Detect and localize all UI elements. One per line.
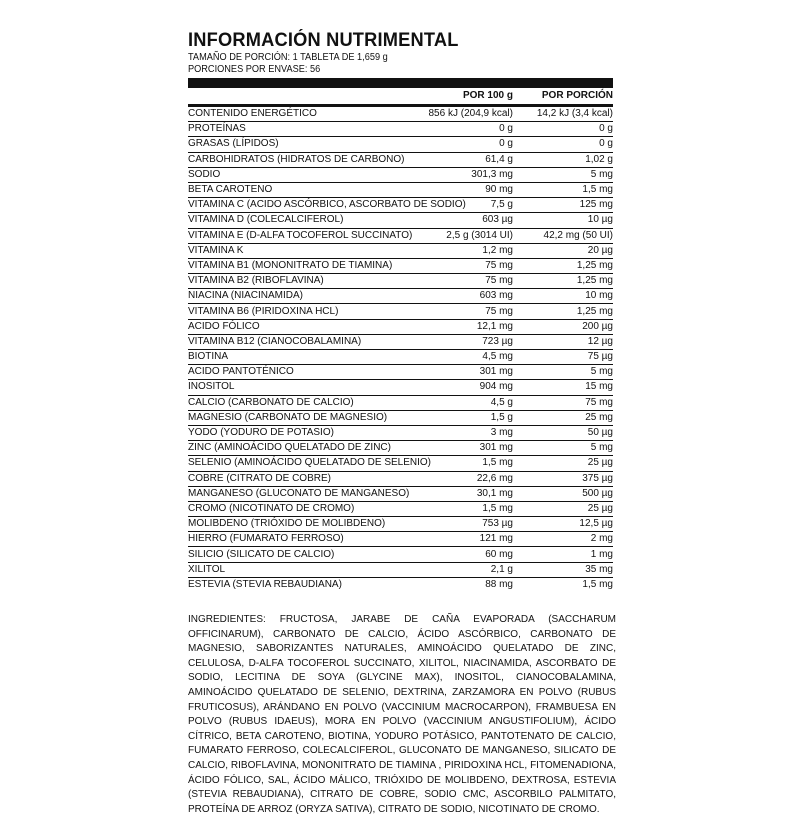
nutrient-per-serving: 10 mg (513, 289, 613, 304)
nutrient-name: VITAMINA B2 (RIBOFLAVINA) (188, 274, 409, 289)
ingredients-paragraph: INGREDIENTES: FRUCTOSA, JARABE DE CAÑA EVAPORADA (SACCHARUM OFFICINARUM), CARBONATO DE CALCIO, ÁCIDO ASCÓRBICO, CARBONATO DE MAGNESIO, SABORIZANTES NATURALES, AMINOÁCIDO QUELATADO DE ZINC, CELULOSA, D-ALFA TOCOFEROL SUCCINATO, XILITOL, NIACINAMIDA, ASCORBATO DE SODIO, LECITINA DE SOYA (GLYCINE MAX), INOSITOL, CIANOCOBALAMINA, AMINOÁCIDO QUELATADO DE SELENIO, DEXTRINA, ZARZAMORA EN POLVO (RUBUS FRUTICOSUS), ARÁNDANO EN POLVO (VACCINIUM MACROCARPON), FRAMBUESA EN POLVO (RUBUS IDAEUS), MORA EN POLVO (VACCINIUM ANGUSTIFOLIUM), ÁCIDO CÍTRICO, BETA CAROTENO, BIOTINA, YODURO POTÁSICO, PANTOTENATO DE CALCIO, FUMARATO FERROSO, COLECALCIFEROL, GLUCONATO DE MANGANESO, SILICATO DE CALCIO, RIBOFLAVINA, MONONITRATO DE TIAMINA , PIRIDOXINA HCL, FITOMENADIONA, ÁCIDO FÓLICO, SAL, ÁCIDO MÁLICO, TRIÓXIDO DE MOLIBDENO, DEXTROSA, ESTEVIA (STEVIA REBAUDIANA), CITRATO DE COBRE, SODIO CMC, ASCORBILO PALMITATO, PROTEÍNA DE ARROZ (ORYZA SATIVA), CITRATO DE SODIO, NICOTINATO DE CROMO. (188, 614, 616, 815)
nutrient-per-100g: 603 mg (409, 289, 513, 304)
table-row (188, 243, 613, 258)
nutrient-name: CALCIO (CARBONATO DE CALCIO) (188, 395, 409, 410)
table-row (188, 304, 613, 319)
nutrient-name: VITAMINA C (ACIDO ASCÓRBICO, ASCORBATO DE SODIO) (188, 198, 409, 213)
nutrient-per-100g: 753 µg (409, 517, 513, 532)
table-row (188, 471, 613, 486)
nutrient-per-serving: 10 µg (513, 213, 613, 228)
nutrient-name: SILICIO (SILICATO DE CALCIO) (188, 547, 409, 562)
nutrient-name: ACIDO PANTOTÉNICO (188, 365, 409, 380)
table-row (188, 274, 613, 289)
nutrient-per-serving: 2 mg (513, 532, 613, 547)
nutrient-per-serving: 375 µg (513, 471, 613, 486)
nutrient-per-serving: 5 mg (513, 167, 613, 182)
nutrient-per-serving: 25 mg (513, 410, 613, 425)
nutrient-name: GRASAS (LÍPIDOS) (188, 137, 409, 152)
nutrient-per-100g: 904 mg (409, 380, 513, 395)
nutrient-name: INOSITOL (188, 380, 409, 395)
nutrient-per-serving: 12,5 µg (513, 517, 613, 532)
nutrient-per-serving: 1,25 mg (513, 304, 613, 319)
nutrient-name: COBRE (CITRATO DE COBRE) (188, 471, 409, 486)
nutrient-per-100g: 1,5 mg (409, 501, 513, 516)
nutrient-per-100g: 1,2 mg (409, 243, 513, 258)
table-row (188, 577, 613, 592)
table-row (188, 106, 613, 122)
nutrient-per-serving: 14,2 kJ (3,4 kcal) (513, 106, 613, 122)
table-row (188, 380, 613, 395)
nutrient-per-serving: 0 g (513, 137, 613, 152)
table-row (188, 289, 613, 304)
nutrient-per-serving: 75 µg (513, 350, 613, 365)
nutrient-name: NIACINA (NIACINAMIDA) (188, 289, 409, 304)
nutrient-per-serving: 500 µg (513, 486, 613, 501)
nutrient-per-100g: 3 mg (409, 425, 513, 440)
table-row (188, 395, 613, 410)
table-row (188, 532, 613, 547)
table-row (188, 456, 613, 471)
nutrient-name: VITAMINA B12 (CIANOCOBALAMINA) (188, 334, 409, 349)
nutrient-per-100g: 856 kJ (204,9 kcal) (409, 106, 513, 122)
table-row (188, 137, 613, 152)
nutrient-rows (188, 106, 613, 593)
nutrient-per-100g: 1,5 g (409, 410, 513, 425)
nutrient-name: VITAMINA D (COLECALCIFEROL) (188, 213, 409, 228)
table-row (188, 182, 613, 197)
nutrient-per-100g: 121 mg (409, 532, 513, 547)
nutrient-per-100g: 1,5 mg (409, 456, 513, 471)
nutrient-per-100g: 75 mg (409, 258, 513, 273)
header-rule (188, 78, 613, 88)
nutrient-per-100g: 30,1 mg (409, 486, 513, 501)
nutrient-per-serving: 25 µg (513, 456, 613, 471)
nutrient-per-100g: 4,5 g (409, 395, 513, 410)
nutrient-per-serving: 35 mg (513, 562, 613, 577)
table-row (188, 319, 613, 334)
table-header-row (188, 88, 613, 106)
nutrition-panel (188, 30, 613, 592)
nutrient-per-100g: 75 mg (409, 304, 513, 319)
nutrient-per-100g: 61,4 g (409, 152, 513, 167)
nutrient-per-serving: 1,25 mg (513, 258, 613, 273)
table-row (188, 501, 613, 516)
nutrient-per-100g: 88 mg (485, 578, 513, 590)
nutrient-per-serving: 25 µg (513, 501, 613, 516)
nutrient-per-serving: 1,5 mg (582, 578, 613, 590)
nutrient-name: VITAMINA E (D-ALFA TOCOFEROL SUCCINATO) (188, 228, 409, 243)
table-row (188, 152, 613, 167)
nutrient-name: VITAMINA B1 (MONONITRATO DE TIAMINA) (188, 258, 409, 273)
nutrient-name: ZINC (AMINOÁCIDO QUELATADO DE ZINC) (188, 441, 409, 456)
nutrient-per-serving: 50 µg (513, 425, 613, 440)
table-row (188, 350, 613, 365)
nutrient-per-100g: 603 µg (409, 213, 513, 228)
nutrient-per-100g: 4,5 mg (409, 350, 513, 365)
nutrient-name: BETA CAROTENO (188, 182, 409, 197)
nutrient-name: BIOTINA (188, 350, 409, 365)
nutrient-name: CONTENIDO ENERGÉTICO (188, 106, 409, 122)
nutrient-per-100g: 75 mg (409, 274, 513, 289)
nutrient-per-serving: 75 mg (513, 395, 613, 410)
nutrient-per-serving: 0 g (513, 122, 613, 137)
nutrient-name: CROMO (NICOTINATO DE CROMO) (188, 501, 409, 516)
nutrient-name: XILITOL (188, 562, 409, 577)
ingredients-text (188, 613, 616, 817)
nutrient-per-serving: 1,02 g (513, 152, 613, 167)
column-header-per-100g: POR 100 g (409, 88, 513, 106)
table-row (188, 198, 613, 213)
nutrient-per-100g: 0 g (409, 122, 513, 137)
nutrient-per-serving: 5 mg (513, 365, 613, 380)
nutrient-name: PROTEÍNAS (188, 122, 409, 137)
nutrient-per-100g: 301 mg (409, 441, 513, 456)
nutrient-per-serving: 42,2 mg (50 UI) (513, 228, 613, 243)
nutrient-per-serving: 1,5 mg (513, 182, 613, 197)
nutrient-name: MOLIBDENO (TRIÓXIDO DE MOLIBDENO) (188, 517, 409, 532)
nutrient-per-100g: 723 µg (409, 334, 513, 349)
nutrient-name: ESTEVIA (STEVIA REBAUDIANA) (188, 578, 342, 590)
nutrient-per-100g: 301,3 mg (409, 167, 513, 182)
table-row (188, 486, 613, 501)
table-row (188, 547, 613, 562)
nutrient-per-100g: 2,1 g (409, 562, 513, 577)
column-header-nutrient (188, 88, 409, 106)
table-row (188, 441, 613, 456)
nutrient-per-100g: 0 g (409, 137, 513, 152)
table-row (188, 228, 613, 243)
nutrient-per-100g: 12,1 mg (409, 319, 513, 334)
servings-per-container: PORCIONES POR ENVASE: 56 (188, 64, 321, 75)
table-row (188, 517, 613, 532)
table-row (188, 365, 613, 380)
nutrient-name: SELENIO (AMINOÁCIDO QUELATADO DE SELENIO) (188, 456, 409, 471)
table-row (188, 334, 613, 349)
nutrient-per-100g: 90 mg (409, 182, 513, 197)
table-row (188, 425, 613, 440)
nutrient-per-100g: 22,6 mg (409, 471, 513, 486)
nutrient-name: MANGANESO (GLUCONATO DE MANGANESO) (188, 486, 409, 501)
nutrient-per-serving: 1,25 mg (513, 274, 613, 289)
nutrient-per-serving: 12 µg (513, 334, 613, 349)
table-row (188, 167, 613, 182)
serving-size: TAMAÑO DE PORCIÓN: 1 TABLETA DE 1,659 g (188, 52, 388, 63)
table-row (188, 213, 613, 228)
nutrient-name: SODIO (188, 167, 409, 182)
nutrient-per-serving: 5 mg (513, 441, 613, 456)
nutrient-per-100g: 301 mg (409, 365, 513, 380)
table-row (188, 562, 613, 577)
label-title: INFORMACIÓN NUTRIMENTAL (188, 30, 459, 51)
nutrient-name: YODO (YODURO DE POTASIO) (188, 425, 409, 440)
nutrient-name: VITAMINA B6 (PIRIDOXINA HCL) (188, 304, 409, 319)
nutrient-name: CARBOHIDRATOS (HIDRATOS DE CARBONO) (188, 152, 409, 167)
nutrient-per-serving: 200 µg (513, 319, 613, 334)
table-row (188, 258, 613, 273)
nutrient-per-serving: 20 µg (513, 243, 613, 258)
nutrient-name: VITAMINA K (188, 243, 409, 258)
nutrient-name: MAGNESIO (CARBONATO DE MAGNESIO) (188, 410, 409, 425)
table-row (188, 410, 613, 425)
nutrient-per-serving: 1 mg (513, 547, 613, 562)
nutrient-name: ACIDO FÓLICO (188, 319, 409, 334)
nutrient-per-serving: 15 mg (513, 380, 613, 395)
nutrient-per-100g: 7,5 g (409, 198, 513, 213)
nutrient-per-100g: 2,5 g (3014 UI) (409, 228, 513, 243)
nutrition-table (188, 88, 613, 592)
column-header-per-serving: POR PORCIÓN (513, 88, 613, 106)
nutrient-per-serving: 125 mg (513, 198, 613, 213)
nutrient-per-100g: 60 mg (409, 547, 513, 562)
table-row (188, 122, 613, 137)
nutrient-name: HIERRO (FUMARATO FERROSO) (188, 532, 409, 547)
